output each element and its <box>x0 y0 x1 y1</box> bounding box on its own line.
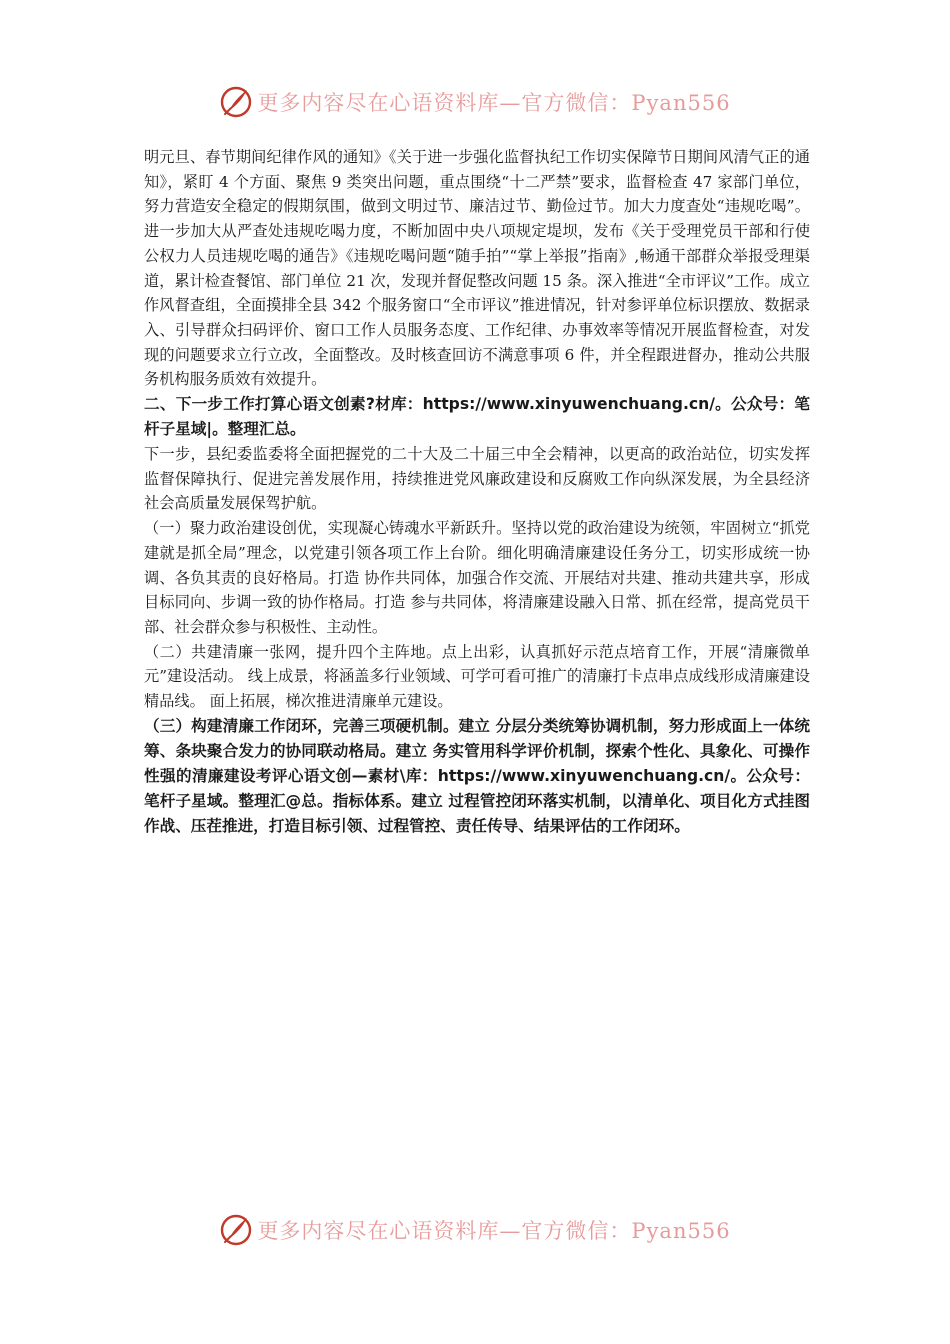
header-banner-text: 更多内容尽在心语资料库—官方微信：Pyan556 <box>257 91 731 115</box>
paragraph-next-steps-intro: 下一步，县纪委监委将全面把握党的二十大及二十届三中全会精神，以更高的政治站位，切实发挥监督保障执行、促进完善发展作用，持续推进党风廉政建设和反腐败工作向纵深发展，为全县经济社会高质量发展保驾护航。 <box>144 445 810 513</box>
quill-logo-icon <box>219 1213 253 1247</box>
header-banner <box>0 80 950 124</box>
section-heading-next-steps: 二、下一步工作打算心语文创素?材库：https://www.xinyuwenchuang.cn/。公众号：笔杆子星域|。整理汇总。 <box>144 395 810 439</box>
footer-banner-text: 更多内容尽在心语资料库—官方微信：Pyan556 <box>257 1219 731 1243</box>
paragraph-work-summary: 明元旦、春节期间纪律作风的通知》《关于进一步强化监督执纪工作切实保障节日期间风清气正的通知》，紧盯 4 个方面、聚焦 9 类突出问题，重点围绕“十二严禁”要求，监督检查 47 家部门单位，努力营造安全稳定的假期氛围，做到文明过节、廉洁过节、勤俭过节。加大力度查处“违规吃喝”。进一步加大从严查处违规吃喝力度，不断加固中央八项规定堤坝，发布《关于受理党员干部和行使公权力人员违规吃喝的通告》《违规吃喝问题“随手拍”“掌上举报”指南》,畅通干部群众举报受理渠道，累计检查餐馆、部门单位 21 次，发现并督促整改问题 15 条。深入推进“全市评议”工作。成立作风督查组，全面摸排全县 342 个服务窗口“全市评议”推进情况，针对参评单位标识摆放、数据录入、引导群众扫码评价、窗口工作人员服务态度、工作纪律、办事效率等情况开展监督检查，对发现的问题要求立行立改，全面整改。及时核查回访不满意事项 6 件，并全程跟进督办，推动公共服务机构服务质效有效提升。 <box>144 148 810 389</box>
footer-banner <box>0 1208 950 1252</box>
paragraph-item-two: （二）共建清廉一张网，提升四个主阵地。点上出彩，认真抓好示范点培育工作，开展“清廉微单元”建设活动。 线上成景，将涵盖多行业领域、可学可看可推广的清廉打卡点串点成线形成清廉建设精品线。 面上拓展，梯次推进清廉单元建设。 <box>144 642 810 711</box>
document-body <box>144 145 810 839</box>
quill-logo-icon <box>219 85 253 119</box>
paragraph-item-three: （三）构建清廉工作闭环，完善三项硬机制。建立 分层分类统筹协调机制，努力形成面上一体统筹、条块聚合发力的协同联动格局。建立 务实管用科学评价机制，探索个性化、具象化、可操作性强的清廉建设考评心语文创—素材\库：https://www.xinyuwenchuang.cn/。公众号：笔杆子星域。整理汇@总。指标体系。建立 过程管控闭环落实机制，以清单化、项目化方式挂图作战、压茬推进，打造目标引领、过程管控、责任传导、结果评估的工作闭环。 <box>144 716 810 835</box>
paragraph-item-one: （一）聚力政治建设创优，实现凝心铸魂水平新跃升。坚持以党的政治建设为统领，牢固树立“抓党建就是抓全局”理念，以党建引领各项工作上台阶。细化明确清廉建设任务分工，切实形成统一协调、各负其责的良好格局。打造 协作共同体，加强合作交流、开展结对共建、推动共建共享，形成目标同向、步调一致的协作格局。打造 参与共同体，将清廉建设融入日常、抓在经常，提高党员干部、社会群众参与积极性、主动性。 <box>144 519 810 636</box>
